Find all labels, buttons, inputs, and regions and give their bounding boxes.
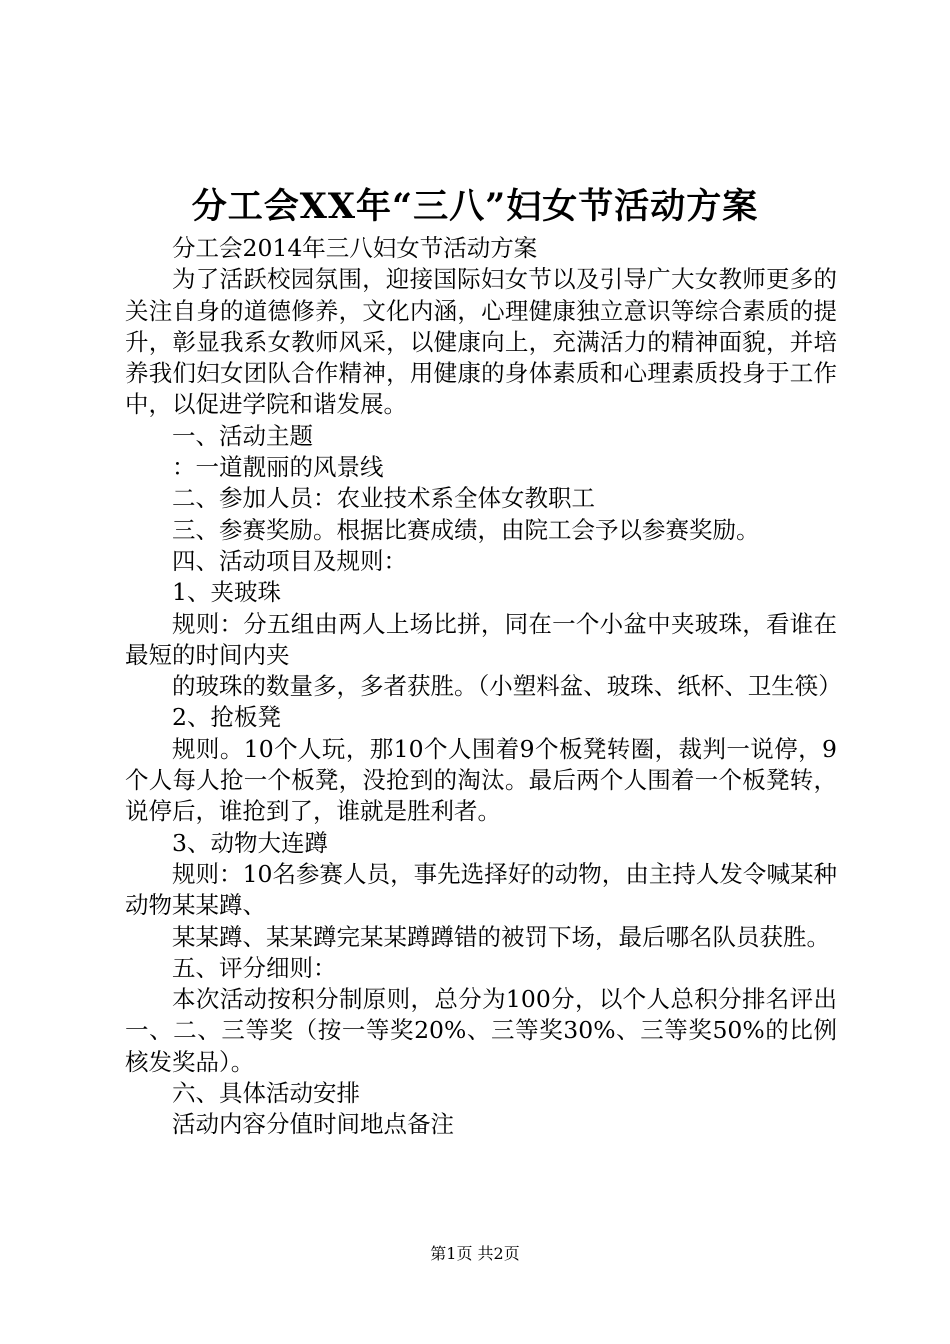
- section-heading: 四、活动项目及规则：: [172, 546, 407, 575]
- section-heading: 五、评分细则：: [172, 953, 337, 982]
- paragraph: 某某蹲、某某蹲完某某蹲蹲错的被罚下场，最后哪名队员获胜。: [172, 922, 830, 951]
- section-heading: 六、具体活动安排: [172, 1079, 360, 1108]
- paragraph: 为了活跃校园氛围，迎接国际妇女节以及引导广大女教师更多的关注自身的道德修养，文化内涵，心理健康独立意识等综合素质的提升，彰显我系女教师风采，以健康向上，充满活力的精神面貌，并培养我们妇女团队合作精神，用健康的身体素质和心理素质投身于工作中，以促进学院和谐发展。: [125, 265, 837, 419]
- item-heading: 3、动物大连蹲: [172, 828, 328, 857]
- section-heading: 二、参加人员：农业技术系全体女教职工: [172, 484, 595, 513]
- paragraph: 的玻珠的数量多，多者获胜。（小塑料盆、玻珠、纸杯、卫生筷）: [172, 672, 842, 701]
- section-heading: 三、参赛奖励。根据比赛成绩，由院工会予以参赛奖励。: [172, 515, 760, 544]
- page-footer: 第1页 共2页: [430, 1244, 520, 1263]
- paragraph: 规则。10个人玩，那10个人围着9个板凳转圈，裁判一说停，9个人每人抢一个板凳，没抢到的淘汰。最后两个人围着一个板凳转，说停后，谁抢到了，谁就是胜利者。: [125, 734, 837, 826]
- paragraph: 规则：10名参赛人员，事先选择好的动物，由主持人发令喊某种动物某某蹲、: [125, 859, 837, 920]
- paragraph: 分工会2014年三八妇女节活动方案: [172, 234, 538, 262]
- item-heading: 1、夹玻珠: [172, 578, 281, 607]
- item-heading: 2、抢板凳: [172, 703, 281, 732]
- paragraph: 规则：分五组由两人上场比拼，同在一个小盆中夹玻珠，看谁在最短的时间内夹: [125, 609, 837, 669]
- section-heading: 一、活动主题: [172, 421, 313, 450]
- paragraph: ：一道靓丽的风景线: [172, 453, 384, 482]
- paragraph: 本次活动按积分制原则，总分为100分，以个人总积分排名评出一、二、三等奖（按一等奖20%、三等奖30%、三等奖50%的比例核发奖品）。: [125, 985, 837, 1076]
- paragraph: 活动内容分值时间地点备注: [172, 1110, 454, 1139]
- document-body: [125, 233, 842, 1141]
- document-title: 分工会XX年“三八”妇女节活动方案: [191, 186, 759, 227]
